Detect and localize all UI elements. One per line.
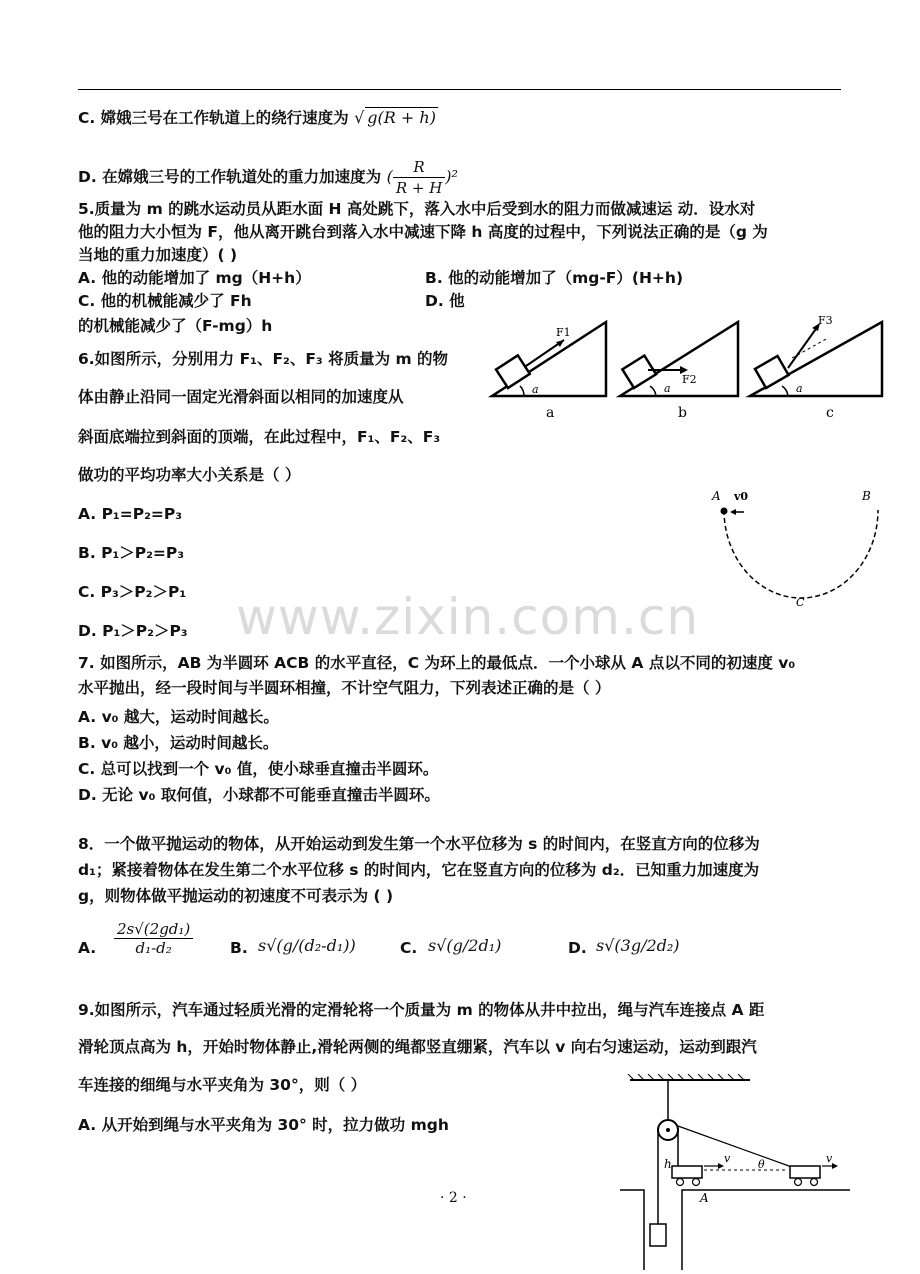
q6-stem-line2: 体由静止沿同一固定光滑斜面以相同的加速度从: [78, 388, 404, 406]
q9-stem-line1: 9.如图所示，汽车通过轻质光滑的定滑轮将一个质量为 m 的物体从井中拉出，绳与汽车连接点 A 距: [78, 1001, 765, 1019]
car-end: [790, 1166, 820, 1178]
h-label: h: [664, 1157, 672, 1171]
q6-stem-line3: 斜面底端拉到斜面的顶端，在此过程中，F₁、F₂、F₃: [78, 428, 441, 446]
q8-stem-line1: 8．一个做平抛运动的物体，从开始运动到发生第一个水平位移为 s 的时间内，在竖直方向的位移为: [78, 835, 760, 853]
fig-a-label: a: [546, 405, 555, 421]
incline-a: [492, 322, 606, 421]
v-label-end: v: [826, 1152, 833, 1165]
force-f1-label: F1: [556, 326, 571, 339]
header-rule: [78, 89, 841, 90]
q6-option-c: C. P₃＞P₂＞P₁: [78, 583, 187, 601]
q5-option-b: B. 他的动能增加了（mg-F）(H+h): [425, 269, 684, 287]
watermark: www.zixin.com.cn: [236, 588, 700, 646]
v-label-start: v: [724, 1152, 731, 1165]
q9-stem-line2: 滑轮顶点高为 h，开始时物体静止,滑轮两侧的绳都竖直绷紧，汽车以 v 向右匀速运动，运动到跟汽: [78, 1038, 757, 1056]
q4-option-d: D. 在嫦娥三号的工作轨道处的重力加速度为 ( $\frac{R}{R + H}$ )²: [78, 158, 458, 197]
q6-option-b: B. P₁＞P₂=P₃: [78, 544, 185, 562]
q5-option-d-cont: 的机械能减少了（F-mg）h: [78, 317, 273, 335]
q5-stem-line3: 当地的重力加速度）( ): [78, 246, 238, 264]
q6-option-d: D. P₁＞P₂＞P₃: [78, 622, 188, 640]
fig-c-label: c: [826, 405, 834, 421]
fig-b-label: b: [678, 405, 687, 421]
q6-incline-figure: [488, 316, 888, 426]
q8-stem-line3: g，则物体做平抛运动的初速度不可表示为 ( ): [78, 887, 394, 905]
q7-option-a: A. v₀ 越大，运动时间越长。: [78, 708, 279, 726]
q9-pulley-figure: [620, 1074, 850, 1270]
q6-stem-line1: 6.如图所示，分别用力 F₁、F₂、F₃ 将质量为 m 的物: [78, 350, 449, 368]
point-c-label: C: [796, 596, 805, 609]
point-a-label-q9: A: [700, 1191, 709, 1205]
q9-stem-line3: 车连接的细绳与水平夹角为 30°，则（ ）: [78, 1076, 367, 1094]
point-a-label: A: [712, 489, 721, 503]
q5-stem-line1: 5.质量为 m 的跳水运动员从距水面 H 高处跳下，落入水中后受到水的阻力而做减速运 动．设水对: [78, 200, 756, 218]
well-mass-block: [650, 1224, 666, 1246]
q8-option-c-expr: s√(g/2d₁): [428, 936, 502, 955]
q8-option-a-expr: [114, 920, 193, 957]
q5-option-d: D. 他: [425, 292, 465, 310]
q8-option-d-expr: s√(3g/2d₂): [596, 936, 680, 955]
q6-option-a: A. P₁=P₂=P₃: [78, 505, 182, 523]
q4-option-c: C. 嫦娥三号在工作轨道上的绕行速度为 √ g(R + h): [78, 108, 436, 127]
page-number: · 2 ·: [440, 1190, 467, 1206]
q6-stem-line4: 做功的平均功率大小关系是（ ）: [78, 466, 301, 484]
q7-option-c: C. 总可以找到一个 v₀ 值，使小球垂直撞击半圆环。: [78, 760, 439, 778]
force-f3-label: F3: [818, 316, 833, 327]
theta-label: θ: [758, 1158, 765, 1171]
q8-option-d-label: D.: [568, 939, 587, 957]
q8-option-a-num: 2s√(2gd₁): [114, 920, 193, 939]
q7-option-d: D. 无论 v₀ 取何值，小球都不可能垂直撞击半圆环。: [78, 786, 440, 804]
q5-option-c: C. 他的机械能减少了 Fh: [78, 292, 252, 310]
q8-option-a-label: A.: [78, 939, 97, 957]
q7-stem-line2: 水平抛出，经一段时间与半圆环相撞，不计空气阻力，下列表述正确的是（ ）: [78, 679, 611, 697]
q9-option-a: A. 从开始到绳与水平夹角为 30° 时，拉力做功 mgh: [78, 1116, 449, 1134]
angle-a-label-2: a: [664, 382, 671, 395]
q8-option-a-den: d₁-d₂: [135, 939, 172, 957]
angle-a-label-3: a: [796, 382, 803, 395]
angle-a-label-1: a: [532, 383, 539, 396]
q7-semicircle-figure: [700, 486, 890, 616]
q5-stem-line2: 他的阻力大小恒为 F，他从离开跳台到落入水中减速下降 h 高度的过程中，下列说法正确的是（g 为: [78, 223, 768, 241]
force-f2-label: F2: [682, 373, 697, 386]
q5-option-a: A. 他的动能增加了 mg（H+h）: [78, 269, 311, 287]
q8-option-b-expr: s√(g/(d₂-d₁)): [258, 936, 356, 955]
q8-option-b-label: B.: [230, 939, 248, 957]
q8-option-c-label: C.: [400, 939, 418, 957]
point-b-label: B: [862, 489, 871, 503]
ball-dot: [721, 508, 728, 515]
incline-c: [750, 316, 882, 421]
car-start: [672, 1166, 702, 1178]
q8-stem-line2: d₁；紧接着物体在发生第二个水平位移 s 的时间内，它在竖直方向的位移为 d₂．已知重力加速度为: [78, 861, 760, 879]
q7-option-b: B. v₀ 越小，运动时间越长。: [78, 734, 279, 752]
v0-label: v0: [734, 490, 749, 503]
q7-stem-line1: 7. 如图所示，AB 为半圆环 ACB 的水平直径，C 为环上的最低点．一个小球从 A 点以不同的初速度 v₀: [78, 654, 796, 672]
incline-b: [620, 322, 738, 421]
